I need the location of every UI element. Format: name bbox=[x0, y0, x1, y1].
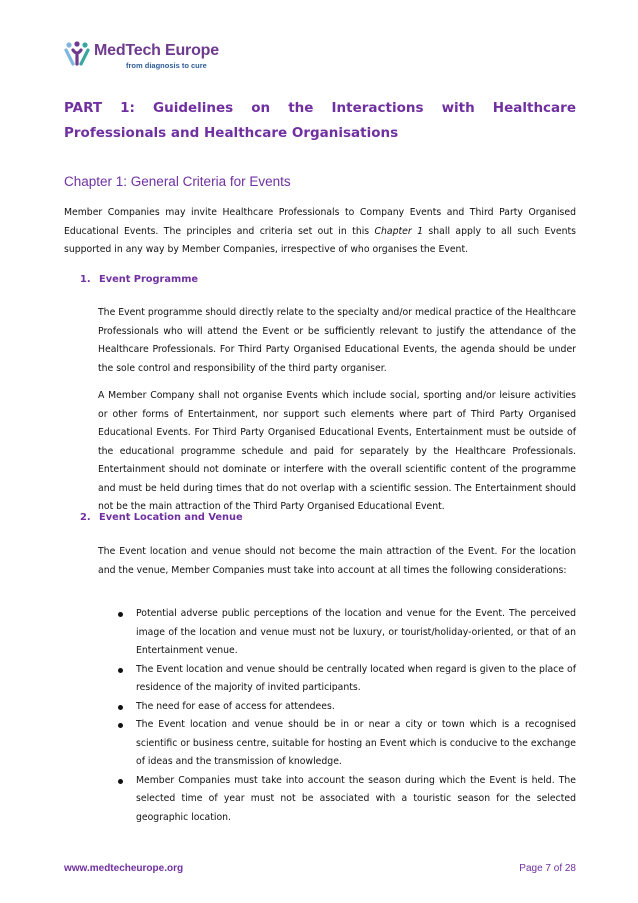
footer-page-number: Page 7 of 28 bbox=[519, 863, 576, 874]
bullet-icon bbox=[118, 668, 123, 673]
footer-website-link[interactable]: www.medtecheurope.org bbox=[64, 863, 184, 874]
list-item-text: The Event location and venue should be in or near a city or town which is a recognised scientific or business centre, suitable for hosting an Event which is conducive to the exchange of ideas and the transmission of knowledge. bbox=[136, 719, 576, 767]
intro-text-end: shall apply to all such Events supported in any way by Member Companies, irrespective of who organises the Event. bbox=[64, 225, 577, 255]
section-title: Event Programme bbox=[99, 274, 199, 285]
section-title: Event Location and Venue bbox=[99, 512, 243, 523]
medtech-logo-mark-icon bbox=[64, 40, 90, 68]
bullet-icon bbox=[118, 723, 123, 728]
bullet-icon bbox=[118, 705, 123, 710]
event-location-paragraph: The Event location and venue should not become the main attraction of the Event. For the location and the venue, Member Companies must take into account at all times the following considerations: bbox=[98, 546, 576, 576]
event-programme-paragraph-2: A Member Company shall not organise Events which include social, sporting and/or leisure activities or other forms of Entertainment, nor support such elements where part of Third Party Organised Educational Events. For Third Party Organised Educational Events, Entertainment must be outside of the educational programme schedule and paid for separately by the Healthcare Professionals. Entertainment should not dominate or interfere with the overall scientific content of the programme and must be held during times that do not overlap with a scientific session. The Entertainment should not be the main attraction of the Third Party Organised Educational Event. bbox=[98, 390, 576, 512]
part-heading: PART 1: Guidelines on the Interactions with Healthcare Professionals and Healthcare Organisations bbox=[64, 100, 576, 141]
bullet-icon bbox=[118, 779, 123, 784]
list-item-text: The Event location and venue should be centrally located when regard is given to the place of residence of the majority of invited participants. bbox=[136, 663, 576, 693]
list-item bbox=[116, 605, 576, 661]
section-heading-event-programme bbox=[80, 274, 198, 285]
intro-paragraph bbox=[64, 204, 576, 260]
list-item-text: The need for ease of access for attendees. bbox=[136, 700, 335, 712]
list-item bbox=[116, 772, 576, 828]
logo-name: MedTech Europe bbox=[94, 42, 219, 59]
chapter-heading: Chapter 1: General Criteria for Events bbox=[64, 174, 291, 189]
list-item bbox=[116, 698, 576, 717]
list-item-text: Potential adverse public perceptions of the location and venue for the Event. The perceived image of the location and venue must not be luxury, or tourist/holiday-oriented, or that of an Entertainment venue. bbox=[136, 608, 576, 656]
intro-text-start: Member Companies may invite Healthcare Professionals to Company Events and Third Party Organised Educational Events. The principles and criteria set out in this bbox=[64, 207, 576, 237]
section-number: 2. bbox=[80, 512, 91, 523]
bullet-icon bbox=[118, 612, 123, 617]
intro-italic-reference: Chapter 1 bbox=[374, 225, 424, 237]
list-item-text: Member Companies must take into account the season during which the Event is held. The selected time of year must not be associated with a touristic season for the selected geographic location. bbox=[136, 774, 576, 823]
logo-tagline: from diagnosis to cure bbox=[126, 61, 207, 70]
section-number: 1. bbox=[80, 274, 91, 285]
considerations-list bbox=[116, 605, 576, 827]
list-item bbox=[116, 716, 576, 772]
section-heading-event-location bbox=[80, 512, 243, 523]
event-programme-paragraph-1: The Event programme should directly relate to the specialty and/or medical practice of the Healthcare Professionals who will attend the Event or be sufficiently relevant to justify the attendance of the Healthcare Professionals. For Third Party Organised Educational Events, the agenda should be under the sole control and responsibility of the third party organiser. bbox=[98, 307, 576, 374]
list-item bbox=[116, 661, 576, 698]
